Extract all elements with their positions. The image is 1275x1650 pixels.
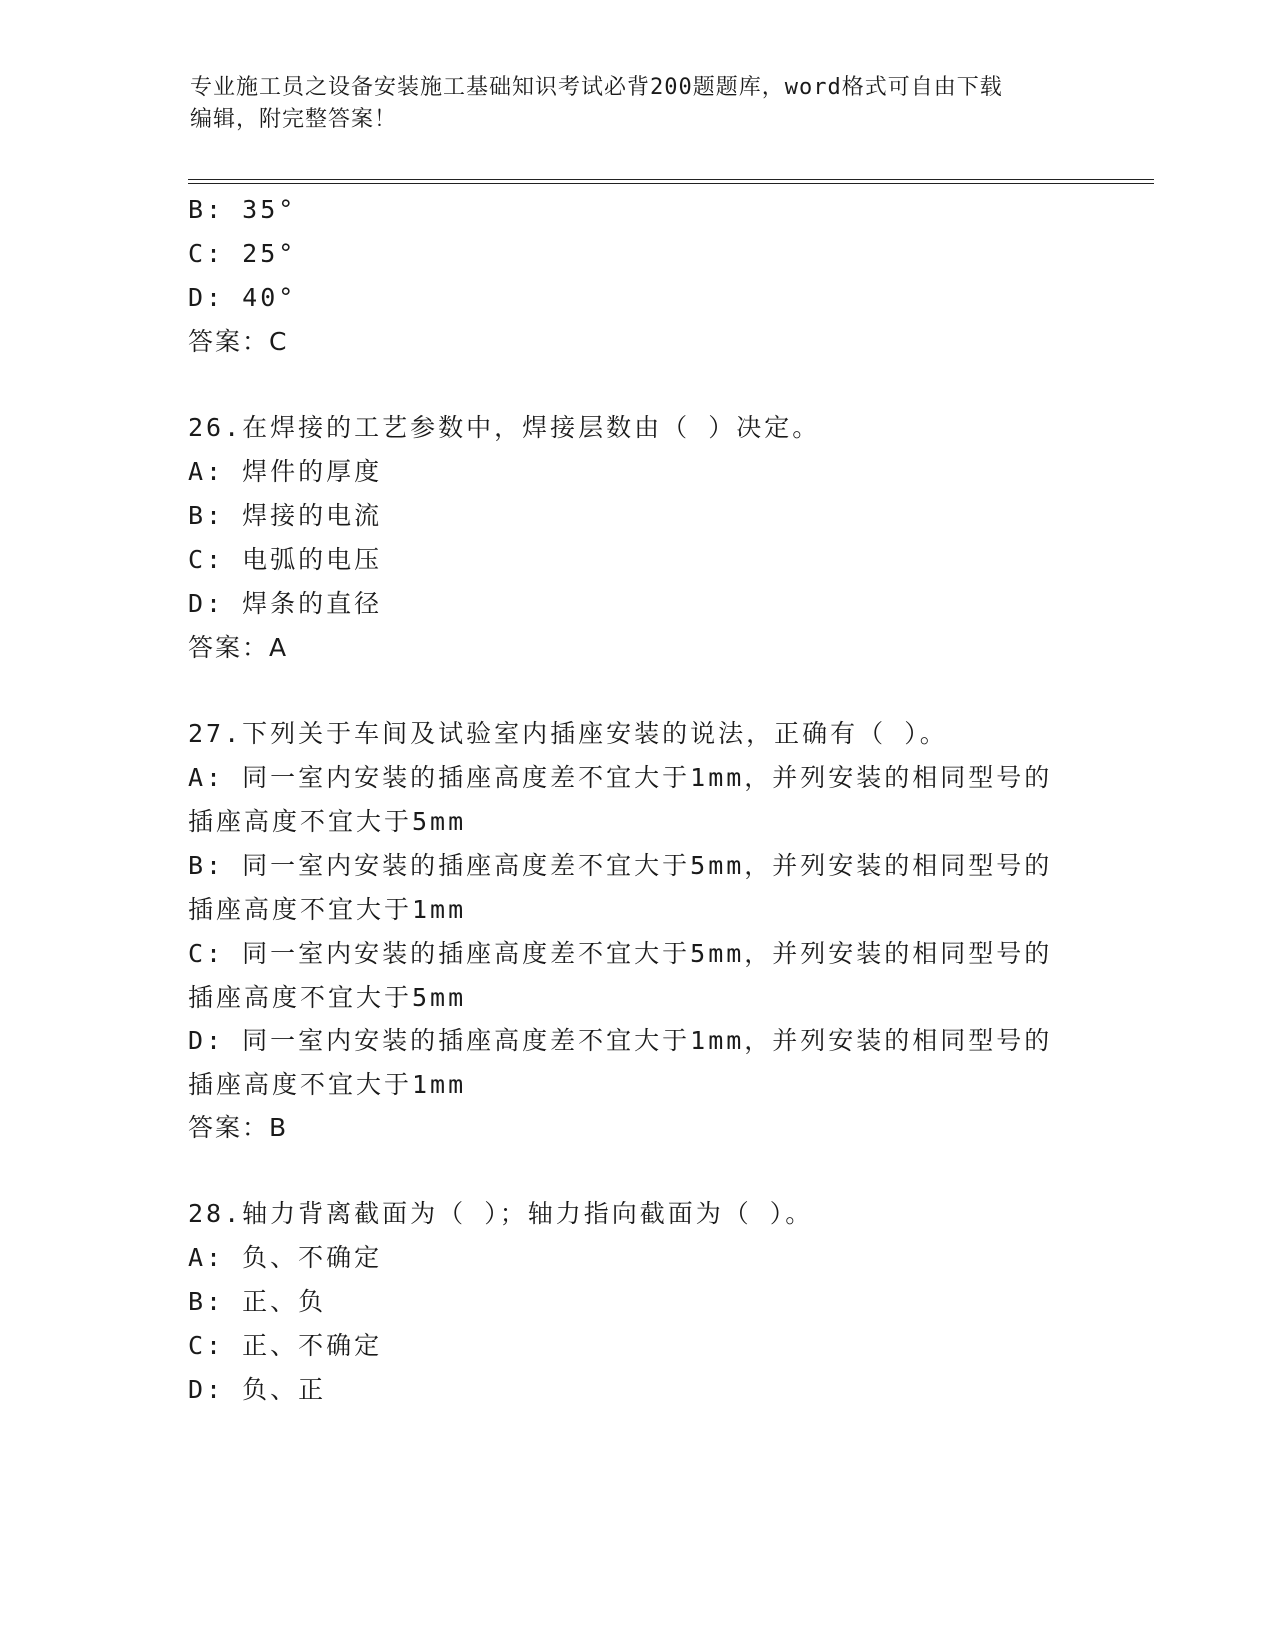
q28-option-c: C: 正、不确定 — [188, 1331, 383, 1360]
q27-option-d-line-2: 插座高度不宜大于1mm — [188, 1070, 467, 1099]
header-title-line-1: 专业施工员之设备安装施工基础知识考试必背200题题库，word格式可自由下载 — [190, 75, 1003, 100]
header-title-line-2: 编辑，附完整答案！ — [190, 107, 398, 132]
q27-option-b-line-1: B: 同一室内安装的插座高度差不宜大于5mm，并列安装的相同型号的 — [188, 851, 1053, 880]
document-header — [190, 72, 1090, 136]
q28-question: 28.轴力背离截面为（ ）；轴力指向截面为（ ）。 — [188, 1199, 814, 1228]
q25-option-b: B: 35° — [188, 195, 297, 224]
q25-option-d: D: 40° — [188, 283, 297, 312]
q28-option-b: B: 正、负 — [188, 1287, 327, 1316]
q27-option-d-line-1: D: 同一室内安装的插座高度差不宜大于1mm，并列安装的相同型号的 — [188, 1026, 1053, 1055]
q26-option-c: C: 电弧的电压 — [188, 545, 383, 574]
q26-answer: 答案：A — [188, 633, 289, 662]
q26-option-b: B: 焊接的电流 — [188, 501, 383, 530]
q25-answer: 答案：C — [188, 327, 289, 356]
q28-option-a: A: 负、不确定 — [188, 1243, 383, 1272]
q27-question: 27.下列关于车间及试验室内插座安装的说法，正确有（ ）。 — [188, 719, 948, 748]
q27-option-a-line-1: A: 同一室内安装的插座高度差不宜大于1mm，并列安装的相同型号的 — [188, 763, 1053, 792]
q26-question: 26.在焊接的工艺参数中，焊接层数由（ ）决定。 — [188, 413, 821, 442]
header-divider-bottom — [188, 183, 1154, 184]
q27-option-c-line-2: 插座高度不宜大于5mm — [188, 983, 467, 1012]
q26-option-d: D: 焊条的直径 — [188, 589, 383, 618]
header-divider-top — [188, 179, 1154, 180]
q27-option-b-line-2: 插座高度不宜大于1mm — [188, 895, 467, 924]
q27-option-c-line-1: C: 同一室内安装的插座高度差不宜大于5mm，并列安装的相同型号的 — [188, 939, 1053, 968]
q27-option-a-line-2: 插座高度不宜大于5mm — [188, 807, 467, 836]
q27-answer: 答案：B — [188, 1113, 289, 1142]
q28-option-d: D: 负、正 — [188, 1375, 327, 1404]
q26-option-a: A: 焊件的厚度 — [188, 457, 383, 486]
q25-option-c: C: 25° — [188, 239, 297, 268]
